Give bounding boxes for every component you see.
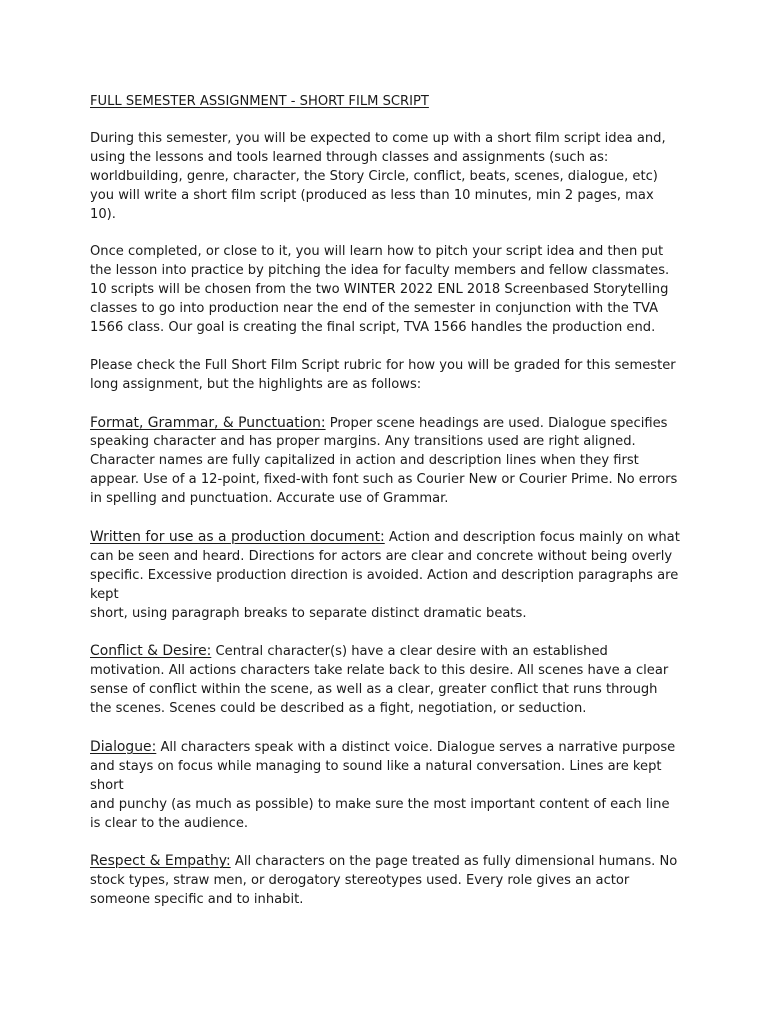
criterion-body-format: Proper scene headings are used. Dialogue specifies speaking character and has proper margins. Any transitions used are right aligned. Character names are fully capitalized in action and description lines when they first appear. Use of a 12-point, fixed-with font such as Courier New or Courier Prime. No errors in spelling and punctuation. Accurate use of Grammar. (90, 415, 678, 507)
document-title: FULL SEMESTER ASSIGNMENT - SHORT FILM SCRIPT (90, 94, 429, 109)
criterion-conflict (90, 642, 680, 719)
criterion-body-conflict: Central character(s) have a clear desire with an established motivation. All actions characters take relate back to this desire. All scenes have a clear sense of conflict within the scene, as well as a clear, greater conflict that runs through the scenes. Scenes could be described as a fight, negotiation, or seduction. (90, 644, 669, 717)
intro-paragraph-3: Please check the Full Short Film Script rubric for how you will be graded for this semester long assignment, but the highlights are as follows: (90, 357, 676, 392)
criterion-body-dialogue-1: All characters speak with a distinct voice. Dialogue serves a narrative purpose and stays on focus while managing to sound like a natural conversation. Lines are kept short (90, 739, 676, 793)
criterion-respect (90, 852, 680, 910)
criterion-format (90, 414, 680, 510)
criterion-heading-production: Written for use as a production document: (90, 528, 385, 545)
criterion-production (90, 528, 680, 624)
criterion-heading-respect: Respect & Empathy: (90, 853, 231, 870)
criterion-body-production-1: Action and description focus mainly on what can be seen and heard. Directions for actors are clear and concrete without being overly specific. Excessive production direction is avoided. Action and description paragraphs are kept (90, 529, 680, 602)
document-page (90, 92, 680, 929)
intro-paragraph-1: During this semester, you will be expected to come up with a short film script idea and, using the lessons and tools learned through classes and assignments (such as: worldbuilding, genre, character, the Story Circle, conflict, beats, scenes, dialogue, etc) you will write a short film script (produced as less than 10 minutes, min 2 pages, max 10). (90, 131, 666, 222)
criterion-dialogue (90, 738, 680, 834)
criterion-heading-dialogue: Dialogue: (90, 738, 157, 755)
criterion-heading-conflict: Conflict & Desire: (90, 643, 212, 660)
criterion-heading-format: Format, Grammar, & Punctuation: (90, 414, 326, 431)
criterion-body-production-2: short, using paragraph breaks to separate distinct dramatic beats. (90, 605, 527, 621)
criterion-body-dialogue-2: and punchy (as much as possible) to make sure the most important content of each line is clear to the audience. (90, 796, 670, 831)
criterion-body-respect: All characters on the page treated as fully dimensional humans. No stock types, straw men, or derogatory stereotypes used. Every role gives an actor someone specific and to inhabit. (90, 854, 678, 908)
intro-paragraph-2: Once completed, or close to it, you will learn how to pitch your script idea and then put the lesson into practice by pitching the idea for faculty members and fellow classmates. 10 scripts will be chosen from the two WINTER 2022 ENL 2018 Screenbased Storytelling classes to go into production near the end of the semester in conjunction with the TVA 1566 class. Our goal is creating the final script, TVA 1566 handles the production end. (90, 244, 670, 336)
